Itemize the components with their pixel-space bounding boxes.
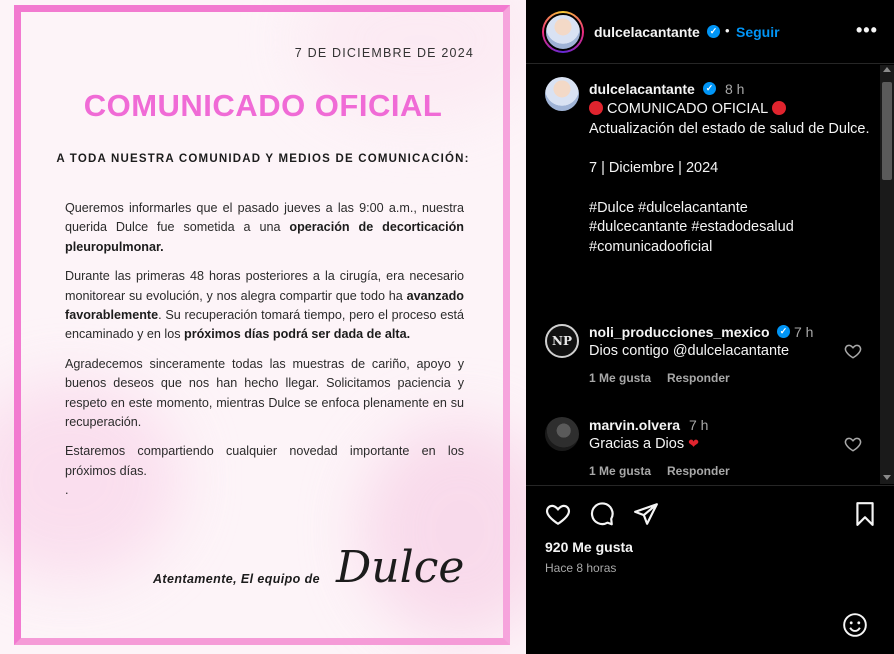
scrollbar-thumb[interactable] xyxy=(882,82,892,180)
post-header xyxy=(526,0,894,64)
reply-button[interactable]: Responder xyxy=(667,371,730,385)
reply-button[interactable]: Responder xyxy=(667,464,730,478)
scroll-up-arrow[interactable] xyxy=(883,67,891,72)
action-bar xyxy=(526,485,894,654)
comment-time: 7 h xyxy=(689,417,709,433)
commenter-username[interactable]: marvin.olvera xyxy=(589,417,681,433)
share-icon[interactable] xyxy=(633,501,659,527)
comment-icon[interactable] xyxy=(589,501,615,527)
caption-time: 8 h xyxy=(725,81,745,97)
verified-icon: ✓ xyxy=(707,25,720,38)
post-panel xyxy=(526,0,894,654)
separator-dot: • xyxy=(725,23,730,38)
post-time: Hace 8 horas xyxy=(545,561,617,575)
verified-icon: ✓ xyxy=(703,82,716,95)
more-options-icon[interactable]: ••• xyxy=(856,20,878,40)
verified-icon: ✓ xyxy=(777,325,790,338)
commenter-username[interactable]: noli_producciones_mexico xyxy=(589,324,770,340)
paragraph-2: Durante las primeras 48 horas posteriores a la cirugía, era necesario monitorear su evolución, y nos alegra compartir que todo ha avanzado favorablemente. Su recuperación tomará tiempo, pero el proceso está encaminado y en los próximos días podrá ser dada de alta. xyxy=(65,269,464,342)
comment-text: Dios contigo @dulcelacantante xyxy=(589,343,790,359)
author-username[interactable]: dulcelacantante xyxy=(594,24,700,40)
red-circle-icon xyxy=(772,101,786,115)
signature: Dulce xyxy=(336,542,465,593)
scroll-down-arrow[interactable] xyxy=(883,475,891,480)
document-title: COMUNICADO OFICIAL xyxy=(83,88,443,123)
caption-avatar[interactable] xyxy=(545,77,579,111)
like-count[interactable]: 920 Me gusta xyxy=(545,539,633,555)
paragraph-4: Estaremos compartiendo cualquier novedad importante en los próximos días. . xyxy=(65,444,464,498)
paragraph-3: Agradecemos sinceramente todas las muestras de cariño, apoyo y buenos deseos que nos han hecho llegar. Solicitamos paciencia y respeto en este momento, mientras Dulce se enfoca plenamente en su recuperación. xyxy=(65,356,464,430)
red-circle-icon xyxy=(589,101,603,115)
emoji-icon[interactable] xyxy=(842,612,868,638)
bookmark-icon[interactable] xyxy=(852,501,878,527)
author-avatar[interactable] xyxy=(542,11,584,53)
like-comment-icon[interactable] xyxy=(844,342,862,360)
comment-time: 7 h xyxy=(794,324,814,340)
caption-text: COMUNICADO OFICIAL Actualización del estado de salud de Dulce. 7 | Diciembre | 2024 #Dulce #dulcelacantante #dulcecantante #estadodesalud #comunicadooficial xyxy=(589,101,870,255)
caption-username[interactable]: dulcelacantante xyxy=(589,81,695,97)
follow-button[interactable]: Seguir xyxy=(736,24,780,40)
document-date: 7 DE DICIEMBRE DE 2024 xyxy=(294,46,474,60)
document-body xyxy=(65,199,464,501)
comment-likes[interactable]: 1 Me gusta xyxy=(589,371,652,385)
comment-item xyxy=(526,417,880,484)
commenter-avatar[interactable] xyxy=(545,417,579,451)
like-comment-icon[interactable] xyxy=(844,435,862,453)
document-subtitle: A TODA NUESTRA COMUNIDAD Y MEDIOS DE COMUNICACIÓN: xyxy=(56,153,470,165)
paragraph-1: Queremos informarles que el pasado jueves a las 9:00 a.m., nuestra querida Dulce fue sometida a una operación de decorticación pleuropulmonar. xyxy=(65,201,465,254)
document-signoff: Atentamente, El equipo de xyxy=(153,572,320,586)
comments-scroll-area[interactable] xyxy=(526,65,894,484)
comment-item xyxy=(526,324,880,414)
commenter-avatar[interactable]: NP xyxy=(545,324,579,358)
comment-likes[interactable]: 1 Me gusta xyxy=(589,464,652,478)
comment-text: Gracias a Dios ❤ xyxy=(589,436,700,452)
heart-icon[interactable] xyxy=(545,501,571,527)
red-heart-icon: ❤ xyxy=(688,436,700,451)
